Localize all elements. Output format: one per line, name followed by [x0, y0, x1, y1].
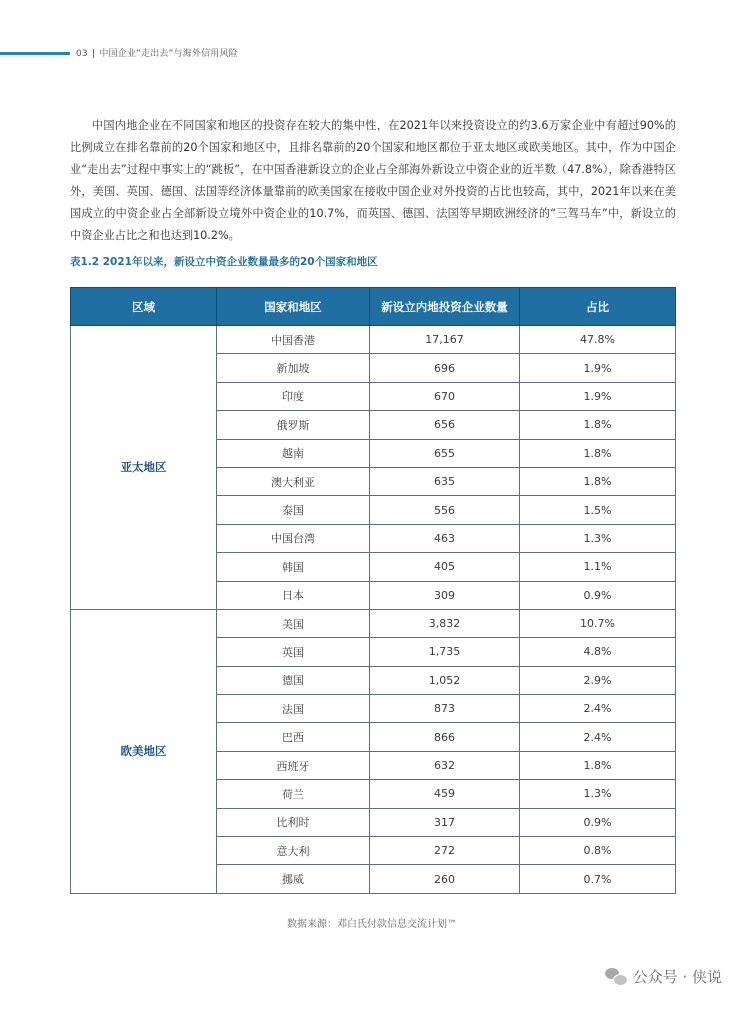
share-cell: 1.3% — [520, 524, 676, 552]
share-cell: 10.7% — [520, 609, 676, 637]
count-cell: 655 — [370, 439, 520, 467]
share-cell: 1.8% — [520, 439, 676, 467]
region-cell: 亚太地区 — [71, 326, 217, 610]
country-cell: 新加坡 — [217, 354, 370, 382]
country-cell: 荷兰 — [217, 780, 370, 808]
count-cell: 272 — [370, 837, 520, 865]
data-source-note: 数据来源：邓白氏付款信息交流计划™ — [287, 919, 457, 930]
country-cell: 美国 — [217, 609, 370, 637]
country-cell: 巴西 — [217, 723, 370, 751]
country-cell: 西班牙 — [217, 751, 370, 779]
share-cell: 2.4% — [520, 695, 676, 723]
table-row — [71, 609, 676, 637]
count-cell: 556 — [370, 496, 520, 524]
count-cell: 459 — [370, 780, 520, 808]
running-header — [76, 46, 238, 59]
share-cell: 0.8% — [520, 837, 676, 865]
share-cell: 0.9% — [520, 808, 676, 836]
table-header-row — [71, 288, 676, 326]
share-cell: 1.5% — [520, 496, 676, 524]
col-header-region: 区域 — [71, 288, 217, 326]
col-header-count: 新设立内地投资企业数量 — [370, 288, 520, 326]
watermark-text: 公众号 · 侠说 — [632, 968, 722, 986]
country-cell: 越南 — [217, 439, 370, 467]
share-cell: 1.8% — [520, 467, 676, 495]
count-cell: 309 — [370, 581, 520, 609]
share-cell: 4.8% — [520, 638, 676, 666]
col-header-country: 国家和地区 — [217, 288, 370, 326]
country-cell: 英国 — [217, 638, 370, 666]
share-cell: 1.1% — [520, 553, 676, 581]
count-cell: 1,735 — [370, 638, 520, 666]
count-cell: 670 — [370, 382, 520, 410]
share-cell: 47.8% — [520, 326, 676, 354]
share-cell: 1.8% — [520, 751, 676, 779]
country-cell: 意大利 — [217, 837, 370, 865]
country-cell: 澳大利亚 — [217, 467, 370, 495]
table-title: 表1.2 2021年以来，新设立中资企业数量最多的20个国家和地区 — [70, 256, 378, 268]
count-cell: 873 — [370, 695, 520, 723]
header-accent-bar — [0, 52, 70, 55]
count-cell: 463 — [370, 524, 520, 552]
share-cell: 1.8% — [520, 411, 676, 439]
country-cell: 中国台湾 — [217, 524, 370, 552]
count-cell: 3,832 — [370, 609, 520, 637]
investment-table — [70, 287, 676, 894]
country-cell: 德国 — [217, 666, 370, 694]
share-cell: 2.4% — [520, 723, 676, 751]
count-cell: 696 — [370, 354, 520, 382]
country-cell: 中国香港 — [217, 326, 370, 354]
col-header-share: 占比 — [520, 288, 676, 326]
share-cell: 2.9% — [520, 666, 676, 694]
count-cell: 866 — [370, 723, 520, 751]
share-cell: 1.9% — [520, 382, 676, 410]
watermark — [605, 966, 722, 987]
country-cell: 挪威 — [217, 865, 370, 893]
intro-paragraph: 中国内地企业在不同国家和地区的投资存在较大的集中性，在2021年以来投资设立的约3.6万家企业中有超过90%的比例成立在排名靠前的20个国家和地区中，且排名靠前的20个国家和地区都位于亚太地区或欧美地区。其中，作为中国企业“走出去”过程中事实上的“跳板”，在中国香港新设立的企业占全部海外新设立中资企业的近半数（47.8%），除香港特区外，美国、英国、德国、法国等经济体量靠前的欧美国家在接收中国企业对外投资的占比也较高，其中，2021年以来在美国成立的中资企业占全部新设立境外中资企业的10.7%，而英国、德国、法国等早期欧洲经济的“三驾马车”中，新设立的中资企业占比之和也达到10.2%。 — [70, 119, 676, 243]
header-separator: | — [91, 49, 96, 59]
share-cell: 1.9% — [520, 354, 676, 382]
count-cell: 17,167 — [370, 326, 520, 354]
share-cell: 0.7% — [520, 865, 676, 893]
share-cell: 0.9% — [520, 581, 676, 609]
count-cell: 405 — [370, 553, 520, 581]
country-cell: 比利时 — [217, 808, 370, 836]
country-cell: 印度 — [217, 382, 370, 410]
country-cell: 韩国 — [217, 553, 370, 581]
count-cell: 635 — [370, 467, 520, 495]
region-cell: 欧美地区 — [71, 609, 217, 893]
count-cell: 317 — [370, 808, 520, 836]
share-cell: 1.3% — [520, 780, 676, 808]
wechat-icon — [605, 968, 627, 986]
count-cell: 260 — [370, 865, 520, 893]
page-number: 03 — [76, 49, 88, 59]
section-title: 中国企业“走出去”与海外信用风险 — [99, 49, 238, 59]
country-cell: 日本 — [217, 581, 370, 609]
count-cell: 632 — [370, 751, 520, 779]
table-body — [71, 326, 676, 894]
table-row — [71, 326, 676, 354]
count-cell: 656 — [370, 411, 520, 439]
count-cell: 1,052 — [370, 666, 520, 694]
country-cell: 法国 — [217, 695, 370, 723]
country-cell: 泰国 — [217, 496, 370, 524]
country-cell: 俄罗斯 — [217, 411, 370, 439]
